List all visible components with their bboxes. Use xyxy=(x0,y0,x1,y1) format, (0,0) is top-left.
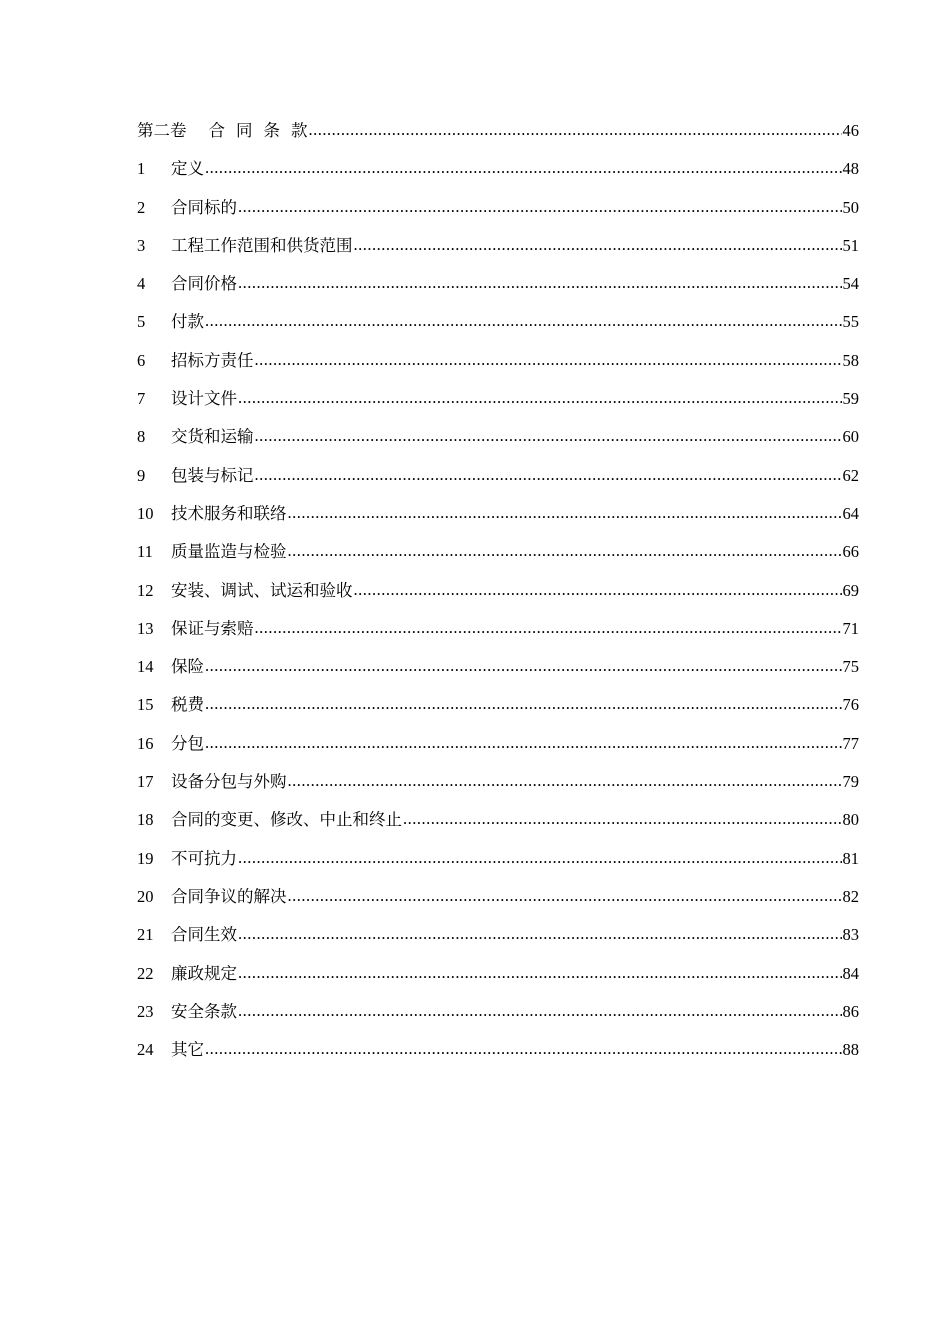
toc-entry-title: 定义 xyxy=(171,159,204,179)
toc-entry-number: 11 xyxy=(137,542,153,562)
toc-entry-title: 包装与标记 xyxy=(171,465,254,485)
toc-dot-leader xyxy=(205,724,842,762)
toc-entry-title: 其它 xyxy=(171,1040,204,1060)
toc-entry[interactable] xyxy=(137,801,859,839)
toc-entry-number: 2 xyxy=(137,197,146,217)
toc-dot-leader xyxy=(238,915,842,953)
toc-entry-number: 17 xyxy=(137,772,154,792)
toc-dot-leader xyxy=(288,877,842,915)
toc-dot-leader xyxy=(255,456,842,494)
toc-dot-leader xyxy=(205,302,842,340)
toc-heading-row[interactable] xyxy=(137,112,859,150)
toc-entry-page: 88 xyxy=(842,1040,859,1060)
table-of-contents xyxy=(137,112,859,1069)
toc-entry-page: 71 xyxy=(842,618,859,638)
toc-entry-number: 21 xyxy=(137,925,154,945)
toc-entry-page: 69 xyxy=(842,580,859,600)
toc-entry-title: 保证与索赔 xyxy=(171,618,254,638)
toc-entry-title: 合同标的 xyxy=(171,197,237,217)
toc-entry-page: 64 xyxy=(842,503,859,523)
toc-entry[interactable] xyxy=(137,916,859,954)
toc-entry-page: 51 xyxy=(842,235,859,255)
toc-entry-number: 12 xyxy=(137,580,154,600)
toc-heading-word xyxy=(209,121,308,140)
toc-entry-page: 80 xyxy=(842,810,859,830)
toc-entry-title: 招标方责任 xyxy=(171,350,254,370)
toc-heading-char: 合 xyxy=(208,121,225,140)
toc-entry-number: 18 xyxy=(137,810,154,830)
toc-entry-page: 76 xyxy=(842,695,859,715)
toc-entry[interactable] xyxy=(137,955,859,993)
toc-entry[interactable] xyxy=(137,533,859,571)
toc-dot-leader xyxy=(238,264,842,302)
toc-entry[interactable] xyxy=(137,342,859,380)
toc-entry-number: 16 xyxy=(137,733,154,753)
toc-entry[interactable] xyxy=(137,189,859,227)
toc-entry-page: 81 xyxy=(842,848,859,868)
toc-entry[interactable] xyxy=(137,380,859,418)
toc-entry-page: 86 xyxy=(842,1001,859,1021)
toc-entry[interactable] xyxy=(137,303,859,341)
toc-entry-title: 工程工作范围和供货范围 xyxy=(171,235,353,255)
toc-entry-title: 不可抗力 xyxy=(171,848,237,868)
toc-entry-title: 安装、调试、试运和验收 xyxy=(171,580,353,600)
toc-entry-page: 58 xyxy=(842,350,859,370)
toc-dot-leader xyxy=(205,1030,842,1068)
toc-dot-leader xyxy=(238,992,842,1030)
toc-entry-number: 22 xyxy=(137,963,154,983)
toc-entry-page: 48 xyxy=(842,159,859,179)
toc-entry-title: 合同争议的解决 xyxy=(171,886,287,906)
toc-entry-number: 1 xyxy=(137,159,146,179)
toc-dot-leader xyxy=(238,839,842,877)
toc-dot-leader xyxy=(205,685,842,723)
toc-entry-number: 7 xyxy=(137,389,146,409)
toc-entry[interactable] xyxy=(137,418,859,456)
toc-entry-title: 税费 xyxy=(171,695,204,715)
toc-dot-leader xyxy=(255,341,842,379)
toc-heading-prefix: 第二卷 xyxy=(137,121,187,140)
toc-entry-title: 合同生效 xyxy=(171,925,237,945)
toc-dot-leader xyxy=(354,226,842,264)
toc-entry[interactable] xyxy=(137,763,859,801)
toc-entry-number: 3 xyxy=(137,235,146,255)
toc-entry[interactable] xyxy=(137,495,859,533)
toc-dot-leader xyxy=(205,647,842,685)
toc-dot-leader xyxy=(354,571,842,609)
toc-heading-char: 同 xyxy=(236,121,253,140)
toc-dot-leader xyxy=(288,762,842,800)
toc-entry-page: 60 xyxy=(842,427,859,447)
toc-entry-title: 合同的变更、修改、中止和终止 xyxy=(171,810,402,830)
toc-entry-page: 75 xyxy=(842,657,859,677)
toc-entry[interactable] xyxy=(137,840,859,878)
toc-entry-number: 23 xyxy=(137,1001,154,1021)
toc-entry[interactable] xyxy=(137,725,859,763)
toc-heading-title xyxy=(137,112,308,150)
toc-dot-leader xyxy=(403,800,842,838)
toc-dot-leader xyxy=(255,417,842,455)
toc-entry[interactable] xyxy=(137,457,859,495)
toc-entry-page: 50 xyxy=(842,197,859,217)
toc-entry-title: 质量监造与检验 xyxy=(171,542,287,562)
toc-entry-number: 9 xyxy=(137,465,146,485)
toc-entry-number: 10 xyxy=(137,503,154,523)
toc-entry-title: 设备分包与外购 xyxy=(171,772,287,792)
toc-entry-page: 83 xyxy=(842,925,859,945)
toc-dot-leader xyxy=(255,609,842,647)
toc-entry-number: 24 xyxy=(137,1040,154,1060)
toc-dot-leader xyxy=(238,379,842,417)
toc-entry-number: 20 xyxy=(137,886,154,906)
toc-entry-page: 54 xyxy=(842,274,859,294)
toc-entry-page: 55 xyxy=(842,312,859,332)
toc-entry-title: 分包 xyxy=(171,733,204,753)
toc-entry-page: 84 xyxy=(842,963,859,983)
toc-dot-leader xyxy=(238,188,842,226)
toc-entry-number: 5 xyxy=(137,312,146,332)
toc-entry-number: 8 xyxy=(137,427,146,447)
toc-entry-page: 59 xyxy=(842,389,859,409)
toc-dot-leader xyxy=(288,532,842,570)
toc-entry[interactable] xyxy=(137,227,859,265)
toc-entry[interactable] xyxy=(137,265,859,303)
toc-entry-number: 13 xyxy=(137,618,154,638)
toc-entry-title: 保险 xyxy=(171,657,204,677)
toc-entry-title: 合同价格 xyxy=(171,274,237,294)
toc-dot-leader xyxy=(238,954,842,992)
toc-entry-page: 66 xyxy=(842,542,859,562)
toc-dot-leader xyxy=(205,149,842,187)
toc-entry-number: 15 xyxy=(137,695,154,715)
toc-dot-leader xyxy=(309,111,842,149)
toc-entry[interactable] xyxy=(137,150,859,188)
toc-entry-title: 交货和运输 xyxy=(171,427,254,447)
toc-entry[interactable] xyxy=(137,572,859,610)
toc-entry[interactable] xyxy=(137,1031,859,1069)
toc-entry-title: 付款 xyxy=(171,312,204,332)
toc-entry-title: 技术服务和联络 xyxy=(171,503,287,523)
toc-entry-page: 62 xyxy=(842,465,859,485)
toc-entry-number: 19 xyxy=(137,848,154,868)
toc-heading-char: 款 xyxy=(291,121,308,140)
toc-entry[interactable] xyxy=(137,686,859,724)
toc-entry[interactable] xyxy=(137,878,859,916)
toc-entry[interactable] xyxy=(137,993,859,1031)
toc-entry-number: 6 xyxy=(137,350,146,370)
toc-entry-number: 14 xyxy=(137,657,154,677)
toc-dot-leader xyxy=(288,494,842,532)
toc-entry[interactable] xyxy=(137,610,859,648)
toc-entry-page: 77 xyxy=(842,733,859,753)
toc-entry-number: 4 xyxy=(137,274,146,294)
toc-entry-page: 82 xyxy=(842,886,859,906)
toc-entry-title: 廉政规定 xyxy=(171,963,237,983)
toc-entry-page: 79 xyxy=(842,772,859,792)
toc-heading-char: 条 xyxy=(263,121,280,140)
toc-heading-page: 46 xyxy=(842,121,859,140)
toc-entry-title: 设计文件 xyxy=(171,389,237,409)
toc-entry[interactable] xyxy=(137,648,859,686)
toc-entry-title: 安全条款 xyxy=(171,1001,237,1021)
